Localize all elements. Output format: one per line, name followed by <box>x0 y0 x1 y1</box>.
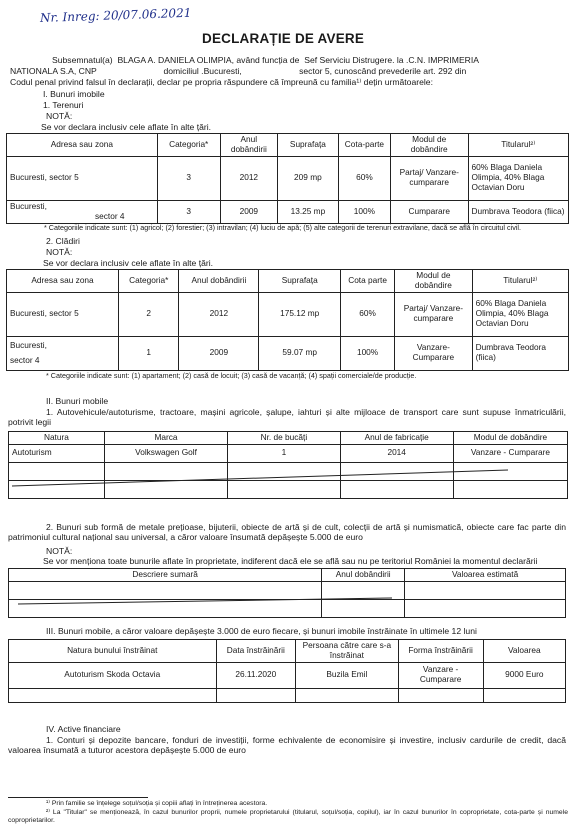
cell-year: 2014 <box>340 444 453 462</box>
col-header: Cota parte <box>341 270 395 293</box>
section-heading-imobile: I. Bunuri imobile <box>43 89 105 99</box>
strike-line-vehicles <box>12 470 508 486</box>
table-row-empty <box>9 688 566 702</box>
cell-address-line-1: Bucuresti, <box>10 200 47 211</box>
note-label: NOTĂ: <box>46 111 73 121</box>
cell-mode: Cumparare <box>390 200 468 223</box>
cell-mode: Partaj/ Vanzare-cumparare <box>390 156 468 200</box>
col-header: Titularul²⁾ <box>472 270 568 293</box>
table-header-row <box>9 569 566 582</box>
cell-natura: Autoturism <box>9 444 105 462</box>
col-header: Cota-parte <box>338 134 390 157</box>
cell-year: 2009 <box>220 200 277 223</box>
cell-owner: 60% Blaga Daniela Olimpia, 40% Blaga Octavian Doru <box>472 292 568 336</box>
col-header: Natura <box>9 432 105 445</box>
col-header: Anul de fabricație <box>340 432 453 445</box>
intro-line-3: Codul penal privind falsul în declarații, declar pe propria răspundere că împreună cu familia¹⁾ dețin următoarele: <box>10 77 433 87</box>
footnote-categorii-terenuri: * Categoriile indicate sunt: (1) agricol; (2) forestier; (3) intravilan; (4) luciu de apă; (5) alte categorii de terenuri extravilane, dacă se află în circuitul civil. <box>44 223 521 232</box>
cell-qty: 1 <box>228 444 340 462</box>
handwritten-registration: Nr. Inreg: 20/07.06.2021 <box>39 5 192 25</box>
intro-line-2: NATIONALA S.A, CNP domiciliul .Bucuresti, sector 5, cunoscând prevederile art. 292 din <box>10 66 467 76</box>
subsection-terenuri: 1. Terenuri <box>43 100 84 110</box>
col-header: Modul de dobândire <box>390 134 468 157</box>
cell-category: 3 <box>157 156 220 200</box>
cell-address-line-2: sector 4 <box>10 354 40 365</box>
cell-category: 3 <box>157 200 220 223</box>
subsection-conturi: 1. Conturi și depozite bancare, fonduri de investiții, forme echivalente de economisire și investire, inclusiv cardurile de credit, dacă valoarea însumată a tuturor acestora depășește 5.000 de euro <box>8 735 566 756</box>
col-header: Suprafața <box>277 134 338 157</box>
table-row-empty <box>9 599 566 617</box>
cell-address-line-1: Bucuresti, <box>10 339 47 350</box>
cell-area: 209 mp <box>277 156 338 200</box>
bunuri-pretioase-table <box>8 568 566 618</box>
document-title: DECLARAȚIE DE AVERE <box>202 31 365 46</box>
col-header: Adresa sau zona <box>7 270 119 293</box>
cell-form: Vanzare - Cumparare <box>398 662 483 688</box>
cell-person: Buzila Emil <box>296 662 398 688</box>
cell-mode: Vanzare-Cumparare <box>395 336 473 370</box>
col-header: Categoria* <box>157 134 220 157</box>
col-header: Nr. de bucăți <box>228 432 340 445</box>
footnote-1: ¹⁾ Prin familie se înțelege soțul/soția și copiii aflați în întreținerea acestora. <box>46 800 268 807</box>
cell-category: 2 <box>119 292 179 336</box>
note-text: Se vor declara inclusiv cele aflate în alte țări. <box>43 258 214 268</box>
cell-mode: Partaj/ Vanzare-cumparare <box>395 292 473 336</box>
cell-share: 60% <box>341 292 395 336</box>
table-row <box>9 662 566 688</box>
note-label: NOTĂ: <box>46 546 73 556</box>
intro-line-1: Subsemnatul(a) BLAGA A. DANIELA OLIMPIA, având funcția de Sef Serviciu Distrugere. la .C.N. IMPRIMERIA <box>52 55 479 65</box>
note-text: Se vor menționa toate bunurile aflate în proprietate, indiferent dacă ele se află sau nu pe teritoriul României la momentul declarării <box>43 556 538 566</box>
cell-owner: Dumbrava Teodora (fiica) <box>468 200 569 223</box>
col-header: Titularul²⁾ <box>468 134 569 157</box>
cell-category: 1 <box>119 336 179 370</box>
cell-value: 9000 Euro <box>483 662 565 688</box>
subsection-bunuri-pretioase: 2. Bunuri sub formă de metale prețioase, bijuterii, obiecte de artă și de cult, colecții de artă și numismatică, obiecte care fac parte din patrimoniul cultural național sau universal, a căror valoare însumată depășește 5.000 de euro <box>8 522 566 543</box>
footnote-categorii-cladiri: * Categoriile indicate sunt: (1) apartament; (2) casă de locuit; (3) casă de vacanță; (4) spații comerciale/de producție. <box>46 371 417 380</box>
col-header: Anul dobândirii <box>179 270 259 293</box>
cell-mode: Vanzare - Cumparare <box>453 444 567 462</box>
cell-owner: Dumbrava Teodora (fiica) <box>472 336 568 370</box>
col-header: Valoarea <box>483 640 565 663</box>
cell-year: 2012 <box>220 156 277 200</box>
cell-date: 26.11.2020 <box>216 662 296 688</box>
col-header: Data înstrăinării <box>216 640 296 663</box>
cell-marca: Volkswagen Golf <box>104 444 227 462</box>
cell-natura: Autoturism Skoda Octavia <box>9 662 217 688</box>
footnote-2: ²⁾ La "Titular" se menționează, în cazul bunurilor proprii, numele proprietarului (titularul, soțul/soția, copilul), iar în cazul bunurilor în coproprietate, cota-parte și numele coproprietarilor. <box>8 809 568 825</box>
col-header: Forma înstrăinării <box>398 640 483 663</box>
col-header: Anul dobândirii <box>322 569 405 582</box>
col-header: Persoana către care s-a înstrăinat <box>296 640 398 663</box>
cell-share: 100% <box>338 200 390 223</box>
cell-area: 59.07 mp <box>259 336 341 370</box>
cell-year: 2009 <box>179 336 259 370</box>
cell-area: 175.12 mp <box>259 292 341 336</box>
note-label: NOTĂ: <box>46 247 73 257</box>
table-header-row <box>9 640 566 663</box>
col-header: Valoarea estimată <box>405 569 566 582</box>
col-header: Suprafața <box>259 270 341 293</box>
col-header: Modul de dobândire <box>453 432 567 445</box>
cell-owner: 60% Blaga Daniela Olimpia, 40% Blaga Octavian Doru <box>468 156 569 200</box>
cell-address-line-2: sector 4 <box>95 210 125 221</box>
cell-year: 2012 <box>179 292 259 336</box>
col-header: Descriere sumară <box>9 569 322 582</box>
col-header: Adresa sau zona <box>7 134 158 157</box>
table-row-empty <box>9 581 566 599</box>
col-header: Modul de dobândire <box>395 270 473 293</box>
col-header: Categoria* <box>119 270 179 293</box>
cell-address: Bucuresti, sector 5 <box>7 292 119 336</box>
section-heading-active-financiare: IV. Active financiare <box>46 724 121 734</box>
instrainate-table <box>8 639 566 703</box>
section-heading-mobile: II. Bunuri mobile <box>46 396 109 406</box>
cell-area: 13.25 mp <box>277 200 338 223</box>
cell-address: Bucuresti, sector 5 <box>7 156 158 200</box>
col-header: Anul dobândirii <box>220 134 277 157</box>
cell-share: 100% <box>341 336 395 370</box>
footnote-divider <box>8 797 148 798</box>
section-heading-instrainate: III. Bunuri mobile, a căror valoare depășește 3.000 de euro fiecare, și bunuri imobile înstrăinate în ultimele 12 luni <box>46 626 477 636</box>
col-header: Marca <box>104 432 227 445</box>
subsection-cladiri: 2. Clădiri <box>46 236 80 246</box>
cell-share: 60% <box>338 156 390 200</box>
subsection-autovehicule: 1. Autovehicule/autoturisme, tractoare, mașini agricole, șalupe, iahturi și alte mijloace de transport care sunt supuse înmatriculării, potrivit legii <box>8 407 566 428</box>
note-text: Se vor declara inclusiv cele aflate în alte țări. <box>41 122 212 132</box>
col-header: Natura bunului înstrăinat <box>9 640 217 663</box>
